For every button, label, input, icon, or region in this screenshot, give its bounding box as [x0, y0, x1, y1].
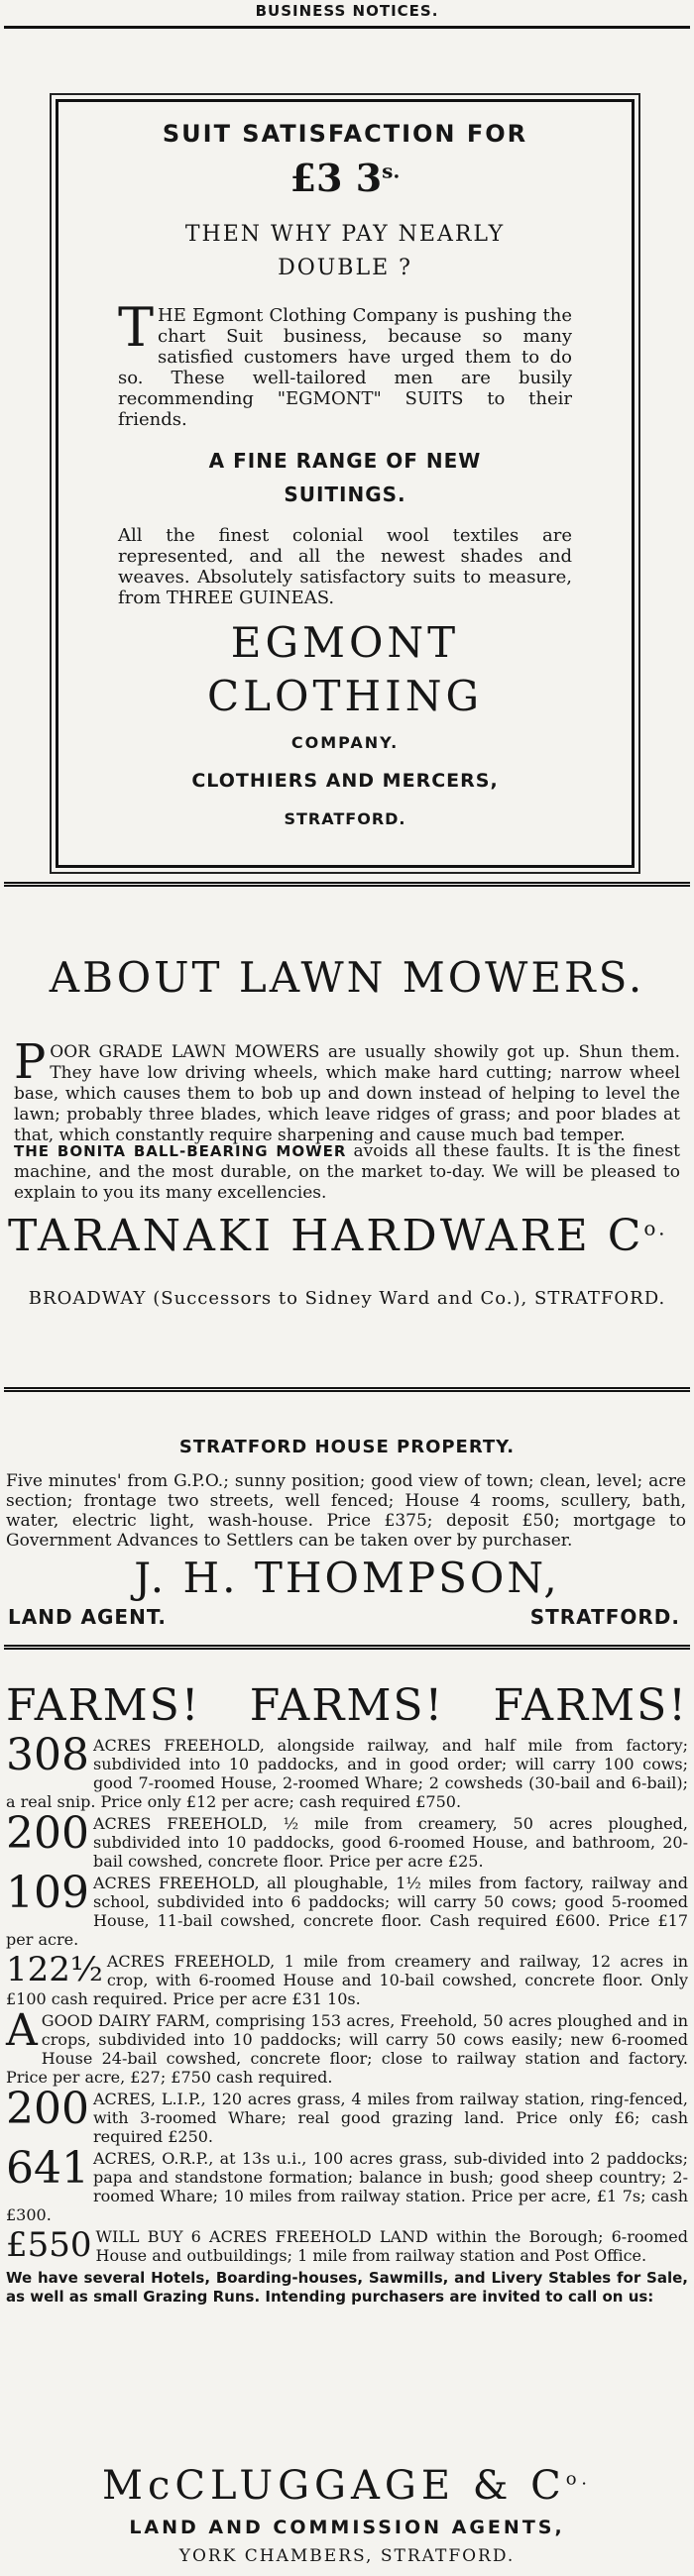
egmont-paragraph-2: All the finest colonial wool textiles are represented, and all the newest shades and weaves. Absolutely satisfactory suits to measure, from THREE GUINEAS. [118, 525, 572, 608]
farm-text: ACRES, O.R.P., at 13s u.i., 100 acres grass, sub-divided into 2 paddocks; papa and standstone formation; balance in bush; good sheep country; 2-roomed Whare; 10 miles from railway station. Price per acre, £1 7s; cash £300. [6, 2149, 688, 2224]
mower-name: THE BONITA BALL-BEARING MOWER [14, 1142, 347, 1160]
lawn-paragraph-1 [14, 1034, 680, 1146]
lawn-paragraph-2 [14, 1141, 680, 1204]
egmont-price [58, 156, 632, 200]
house-title: STRATFORD HOUSE PROPERTY. [178, 1437, 516, 1457]
price-value: £3 3 [289, 156, 383, 200]
list-item [6, 1808, 688, 1871]
farms-notice: We have several Hotels, Boarding-houses, Sawmills, and Livery Stables for Sale, as well as small Grazing Runs. Intending purchasers are invited to call on us: [6, 2269, 688, 2306]
question-line: THEN WHY PAY NEARLY [184, 222, 506, 247]
farm-text: ACRES FREEHOLD, all ploughable, 1½ miles from factory, railway and school, subdivided into 6 paddocks; will carry 50 cows; good 5-roomed House, 11-bail cowshed, concrete floor. Cash required £600. Price £17 per acre. [6, 1874, 688, 1949]
mccluggage-name [0, 2463, 694, 2509]
farms-word: FARMS! [6, 1680, 201, 1731]
price-unit: s. [382, 159, 401, 183]
egmont-range [58, 444, 632, 511]
egmont-name: EGMONT [230, 618, 460, 667]
farm-number: 200 [6, 2084, 89, 2134]
company-name: TARANAKI HARDWARE C [8, 1211, 644, 1261]
range-line: SUITINGS. [284, 483, 406, 506]
clothing-name: CLOTHING [207, 672, 483, 720]
farms-word: FARMS! [249, 1680, 445, 1731]
agent-name: J. H. THOMPSON, [134, 1554, 560, 1602]
divider [4, 1387, 690, 1392]
question-line: DOUBLE ? [278, 256, 412, 280]
egmont-headline: SUIT SATISFACTION FOR [162, 120, 528, 148]
list-item [6, 1868, 688, 1949]
land-agent-label: LAND AGENT. [8, 1605, 168, 1629]
farm-number: 122½ [6, 1950, 103, 1989]
lawn-mowers-title: ABOUT LAWN MOWERS. [49, 953, 645, 1002]
page-header: BUSINESS NOTICES. [255, 2, 439, 20]
farm-number: 109 [6, 1868, 89, 1918]
farm-text: ACRES FREEHOLD, 1 mile from creamery and railway, 12 acres in crop, with 6-roomed House and 10-bail cowshed, concrete floor. Only £100 cash required. Price per acre £31 10s. [6, 1952, 688, 2008]
firm-name: McCLUGGAGE & C [102, 2463, 566, 2509]
paragraph-text: HE Egmont Clothing Company is pushing the chart Suit business, because so many satisfied customers have urged them to do so. These well-tailored men are busily recommending "EGMONT" SUITS to their friends. [118, 305, 572, 430]
egmont-location: STRATFORD. [284, 809, 406, 828]
farm-listings [6, 1730, 688, 2307]
taranaki-hardware [8, 1211, 692, 1261]
farm-number: 641 [6, 2143, 89, 2194]
farm-number: £550 [6, 2225, 92, 2265]
farm-number: 200 [6, 1808, 89, 1859]
farm-text: GOOD DAIRY FARM, comprising 153 acres, Freehold, 50 acres ploughed and in crops, subdivided into 10 paddocks; will carry 50 cows easily; new 6-roomed House 24-bail cowshed, concrete floor; close to railway station and factory. Price per acre, £27; £750 cash required. [6, 2011, 688, 2087]
farm-text: ACRES FREEHOLD, ½ mile from creamery, 50 acres ploughed, subdivided into 10 paddocks, good 6-roomed House, and bathroom, 20-bail cowshed, concrete floor. Price per acre £25. [92, 1814, 688, 1871]
agents-label: LAND AND COMMISSION AGENTS, [129, 2517, 565, 2538]
divider [4, 882, 690, 887]
list-item [6, 2143, 688, 2224]
list-item [6, 1730, 688, 1811]
egmont-question [58, 218, 632, 285]
egmont-paragraph-1 [118, 296, 572, 430]
firm-address: YORK CHAMBERS, STRATFORD. [178, 2546, 516, 2566]
divider [4, 1645, 690, 1650]
house-description: Five minutes' from G.P.O.; sunny position; good view of town; clean, level; acre section; frontage two streets, well fenced; House 4 rooms, scullery, bath, water, electric light, wash-house. Price £375; deposit £50; mortgage to Government Advances to Settlers can be taken over by purchaser. [6, 1471, 686, 1551]
clothiers-label: CLOTHIERS AND MERCERS, [191, 770, 499, 792]
drop-cap: P [14, 1034, 47, 1090]
divider [4, 26, 690, 29]
company-label: COMPANY. [290, 733, 400, 752]
farms-title [0, 1680, 694, 1731]
taranaki-address: BROADWAY (Successors to Sidney Ward and Co.), STRATFORD. [28, 1288, 666, 1309]
egmont-advert [56, 99, 635, 868]
farms-word: FARMS! [493, 1680, 688, 1731]
farm-number: A [6, 2005, 38, 2056]
range-line: A FINE RANGE OF NEW [208, 449, 482, 473]
farm-text: WILL BUY 6 ACRES FREEHOLD LAND within the Borough; 6-roomed House and outbuildings; 1 mile from railway station and Post Office. [95, 2227, 688, 2265]
company-suffix: o. [643, 1216, 668, 1240]
paragraph-text: avoids all these faults. It is the finest machine, and the most durable, on the market to-day. We will be pleased to explain to you its many excellencies. [14, 1141, 680, 1203]
list-item [6, 2227, 688, 2265]
farm-text: ACRES FREEHOLD, alongside railway, and half mile from factory; subdivided into 10 paddocks, and in good order; will carry 100 cows; good 7-roomed House, 2-roomed Whare; 2 cowsheds (30-bail and 6-bail); a real snip. Price only £12 per acre; cash required £750. [6, 1736, 688, 1811]
firm-suffix: o. [565, 2468, 592, 2490]
farm-text: ACRES, L.I.P., 120 acres grass, 4 miles from railway station, ring-fenced, with 3-roomed Whare; real good grazing land. Price only £6; cash required £250. [92, 2090, 688, 2146]
list-item [6, 1952, 688, 2008]
agent-location: STRATFORD. [529, 1605, 680, 1629]
drop-cap: T [118, 296, 155, 359]
list-item [6, 2084, 688, 2146]
paragraph-text: OOR GRADE LAWN MOWERS are usually showily got up. Shun them. They have low driving wheels, which make hard cutting; narrow wheel base, which causes them to bob up and down instead of helping to level the lawn; probably three blades, which leave ridges of grass; and poor blades at that, which constantly require sharpening and cause much bad temper. [14, 1042, 680, 1145]
farm-number: 308 [6, 1730, 89, 1780]
list-item [6, 2005, 688, 2087]
